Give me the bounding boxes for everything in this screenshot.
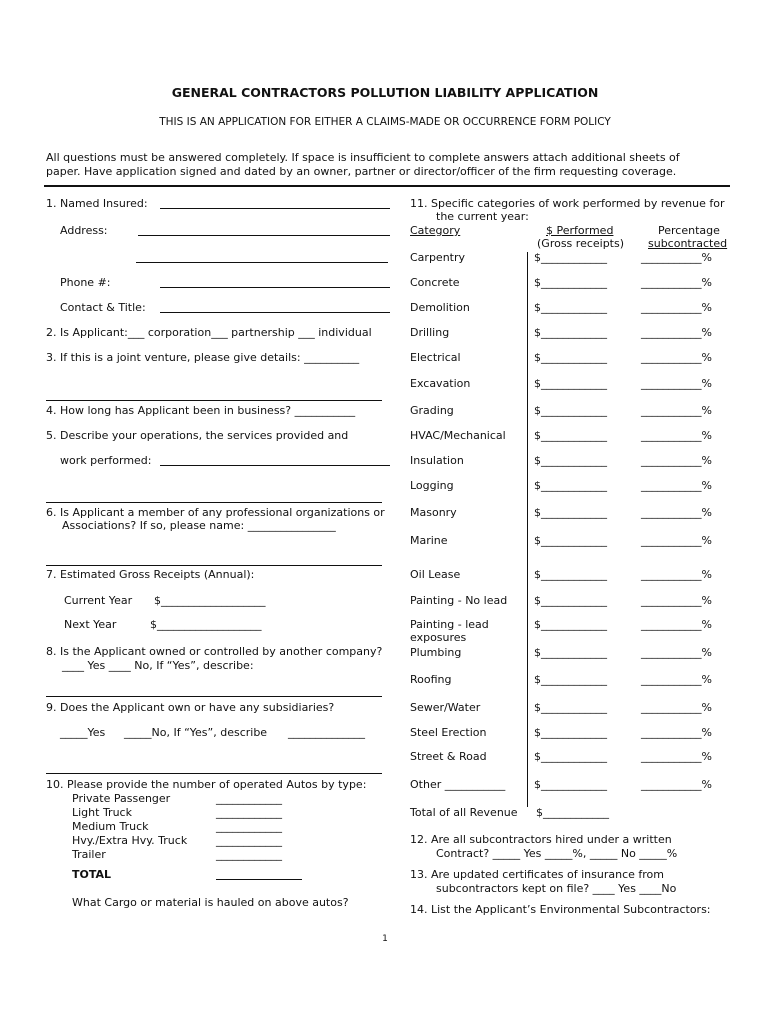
- auto-count-field[interactable]: ____________: [216, 820, 282, 833]
- cargo-question: What Cargo or material is hauled on above autos?: [72, 896, 349, 909]
- applicant-type-question: 2. Is Applicant:___ corporation___ partnership ___ individual: [46, 326, 372, 339]
- category-dollar-field[interactable]: $____________: [534, 404, 607, 417]
- auto-type-label: Hvy./Extra Hvy. Truck: [72, 834, 188, 847]
- category-dollar-field[interactable]: $____________: [534, 701, 607, 714]
- column-divider: [527, 252, 528, 807]
- category-dollar-field[interactable]: $____________: [534, 351, 607, 364]
- category-percent-field[interactable]: ___________%: [641, 534, 712, 547]
- subsidiaries-field[interactable]: [46, 773, 382, 774]
- auto-type-label: Trailer: [72, 848, 106, 861]
- operations-question: 5. Describe your operations, the services provided and: [46, 429, 349, 442]
- work-categories-question-cont: the current year:: [436, 210, 529, 223]
- category-percent-field[interactable]: ___________%: [641, 701, 712, 714]
- category-percent-field[interactable]: ___________%: [641, 301, 712, 314]
- category-label: HVAC/Mechanical: [410, 429, 506, 442]
- form-subtitle: THIS IS AN APPLICATION FOR EITHER A CLAIMS-MADE OR OCCURRENCE FORM POLICY: [159, 116, 611, 128]
- category-dollar-field[interactable]: $____________: [534, 301, 607, 314]
- joint-venture-field[interactable]: [46, 400, 382, 401]
- address-field-1[interactable]: [138, 235, 390, 236]
- category-dollar-field[interactable]: $____________: [534, 377, 607, 390]
- certificates-options[interactable]: subcontractors kept on file? ____ Yes ____No: [436, 882, 677, 895]
- subsidiaries-question: 9. Does the Applicant own or have any subsidiaries?: [46, 701, 335, 714]
- organizations-field[interactable]: [46, 565, 382, 566]
- gross-receipts-header: (Gross receipts): [537, 237, 625, 250]
- subcontracted-header: subcontracted: [648, 237, 728, 250]
- address-label: Address:: [60, 224, 108, 237]
- page-number: 1: [382, 934, 388, 944]
- category-label-continued: exposures: [410, 631, 467, 644]
- category-dollar-field[interactable]: $____________: [534, 251, 607, 264]
- written-contract-question: 12. Are all subcontractors hired under a written: [410, 833, 672, 846]
- category-dollar-field[interactable]: $____________: [534, 534, 607, 547]
- auto-type-label: Medium Truck: [72, 820, 149, 833]
- category-label: Other ___________: [410, 778, 506, 791]
- autos-total-label: TOTAL: [72, 868, 112, 881]
- contact-label: Contact & Title:: [60, 301, 146, 314]
- category-dollar-field[interactable]: $____________: [534, 454, 607, 467]
- named-insured-field[interactable]: [160, 208, 390, 209]
- next-year-field[interactable]: $___________________: [150, 618, 262, 631]
- category-percent-field[interactable]: ___________%: [641, 778, 712, 791]
- category-percent-field[interactable]: ___________%: [641, 673, 712, 686]
- category-label: Demolition: [410, 301, 470, 314]
- category-label: Painting - lead: [410, 618, 489, 631]
- operations-field[interactable]: [46, 502, 382, 503]
- auto-count-field[interactable]: ____________: [216, 848, 282, 861]
- category-dollar-field[interactable]: $____________: [534, 326, 607, 339]
- category-percent-field[interactable]: ___________%: [641, 594, 712, 607]
- work-performed-field[interactable]: [160, 465, 390, 466]
- category-percent-field[interactable]: ___________%: [641, 568, 712, 581]
- intro-line-2: paper. Have application signed and dated by an owner, partner or director/officer of the firm requesting coverage.: [46, 165, 677, 178]
- current-year-field[interactable]: $___________________: [154, 594, 266, 607]
- category-label: Drilling: [410, 326, 450, 339]
- category-dollar-field[interactable]: $____________: [534, 673, 607, 686]
- current-year-label: Current Year: [64, 594, 133, 607]
- phone-label: Phone #:: [60, 276, 111, 289]
- written-contract-options[interactable]: Contract? _____ Yes _____%, _____ No _____%: [436, 847, 678, 860]
- auto-count-field[interactable]: ____________: [216, 792, 282, 805]
- organizations-name-label: Associations? If so, please name: ________________: [62, 519, 336, 532]
- total-revenue-label: Total of all Revenue: [410, 806, 518, 819]
- contact-field[interactable]: [160, 312, 390, 313]
- intro-line-1: All questions must be answered completely. If space is insufficient to complete answers attach additional sheets of: [46, 151, 680, 164]
- auto-type-label: Private Passenger: [72, 792, 171, 805]
- category-label: Marine: [410, 534, 448, 547]
- category-label: Excavation: [410, 377, 471, 390]
- auto-count-field[interactable]: ____________: [216, 806, 282, 819]
- category-dollar-field[interactable]: $____________: [534, 276, 607, 289]
- ownership-field[interactable]: [46, 696, 382, 697]
- auto-count-field[interactable]: ____________: [216, 834, 282, 847]
- category-percent-field[interactable]: ___________%: [641, 276, 712, 289]
- category-percent-field[interactable]: ___________%: [641, 404, 712, 417]
- autos-total-field[interactable]: [216, 879, 302, 880]
- subsidiaries-no[interactable]: _____No, If “Yes”, describe: [124, 726, 268, 739]
- category-label: Carpentry: [410, 251, 466, 264]
- gross-receipts-question: 7. Estimated Gross Receipts (Annual):: [46, 568, 255, 581]
- category-label: Painting - No lead: [410, 594, 508, 607]
- form-title: GENERAL CONTRACTORS POLLUTION LIABILITY APPLICATION: [171, 85, 599, 100]
- percentage-header: Percentage: [658, 224, 720, 237]
- certificates-question: 13. Are updated certificates of insurance from: [410, 868, 665, 881]
- category-label: Oil Lease: [410, 568, 461, 581]
- category-label: Sewer/Water: [410, 701, 481, 714]
- next-year-label: Next Year: [64, 618, 117, 631]
- organizations-question: 6. Is Applicant a member of any professional organizations or: [46, 506, 385, 519]
- work-performed-label: work performed:: [60, 454, 152, 467]
- category-percent-field[interactable]: ___________%: [641, 646, 712, 659]
- category-label: Street & Road: [410, 750, 487, 763]
- category-percent-field[interactable]: ___________%: [641, 377, 712, 390]
- category-label: Masonry: [410, 506, 457, 519]
- category-percent-field[interactable]: ___________%: [641, 429, 712, 442]
- category-dollar-field[interactable]: $____________: [534, 594, 607, 607]
- auto-type-label: Light Truck: [72, 806, 132, 819]
- category-percent-field[interactable]: ___________%: [641, 750, 712, 763]
- ownership-question: 8. Is the Applicant owned or controlled by another company?: [46, 645, 383, 658]
- subsidiaries-describe-field[interactable]: ______________: [288, 726, 365, 739]
- category-percent-field[interactable]: ___________%: [641, 479, 712, 492]
- subsidiaries-yes[interactable]: _____Yes: [60, 726, 106, 739]
- autos-question: 10. Please provide the number of operated Autos by type:: [46, 778, 367, 791]
- category-percent-field[interactable]: ___________%: [641, 726, 712, 739]
- category-percent-field[interactable]: ___________%: [641, 251, 712, 264]
- category-dollar-field[interactable]: $____________: [534, 778, 607, 791]
- category-percent-field[interactable]: ___________%: [641, 326, 712, 339]
- category-dollar-field[interactable]: $____________: [534, 726, 607, 739]
- category-label: Grading: [410, 404, 454, 417]
- category-dollar-field[interactable]: $____________: [534, 750, 607, 763]
- category-label: Plumbing: [410, 646, 462, 659]
- category-dollar-field[interactable]: $____________: [534, 429, 607, 442]
- category-label: Concrete: [410, 276, 460, 289]
- category-label: Insulation: [410, 454, 464, 467]
- performed-header: $ Performed: [546, 224, 614, 237]
- category-percent-field[interactable]: ___________%: [641, 506, 712, 519]
- category-label: Electrical: [410, 351, 461, 364]
- environmental-subcontractors-question: 14. List the Applicant’s Environmental Subcontractors:: [410, 903, 711, 916]
- header-rule: [44, 185, 730, 187]
- phone-field[interactable]: [160, 287, 390, 288]
- address-field-2[interactable]: [136, 262, 388, 263]
- category-label: Logging: [410, 479, 454, 492]
- category-percent-field[interactable]: ___________%: [641, 454, 712, 467]
- category-header: Category: [410, 224, 461, 237]
- named-insured-label: 1. Named Insured:: [46, 197, 148, 210]
- category-dollar-field[interactable]: $____________: [534, 568, 607, 581]
- work-categories-question: 11. Specific categories of work performed by revenue for: [410, 197, 725, 210]
- category-label: Steel Erection: [410, 726, 487, 739]
- category-dollar-field[interactable]: $____________: [534, 618, 607, 631]
- category-dollar-field[interactable]: $____________: [534, 479, 607, 492]
- ownership-options[interactable]: ____ Yes ____ No, If “Yes”, describe:: [62, 659, 254, 672]
- category-dollar-field[interactable]: $____________: [534, 506, 607, 519]
- category-percent-field[interactable]: ___________%: [641, 618, 712, 631]
- joint-venture-question: 3. If this is a joint venture, please give details: __________: [46, 351, 360, 364]
- category-label: Roofing: [410, 673, 452, 686]
- years-in-business-question: 4. How long has Applicant been in business? ___________: [46, 404, 356, 417]
- category-dollar-field[interactable]: $____________: [534, 646, 607, 659]
- category-percent-field[interactable]: ___________%: [641, 351, 712, 364]
- total-revenue-field[interactable]: $____________: [536, 806, 609, 819]
